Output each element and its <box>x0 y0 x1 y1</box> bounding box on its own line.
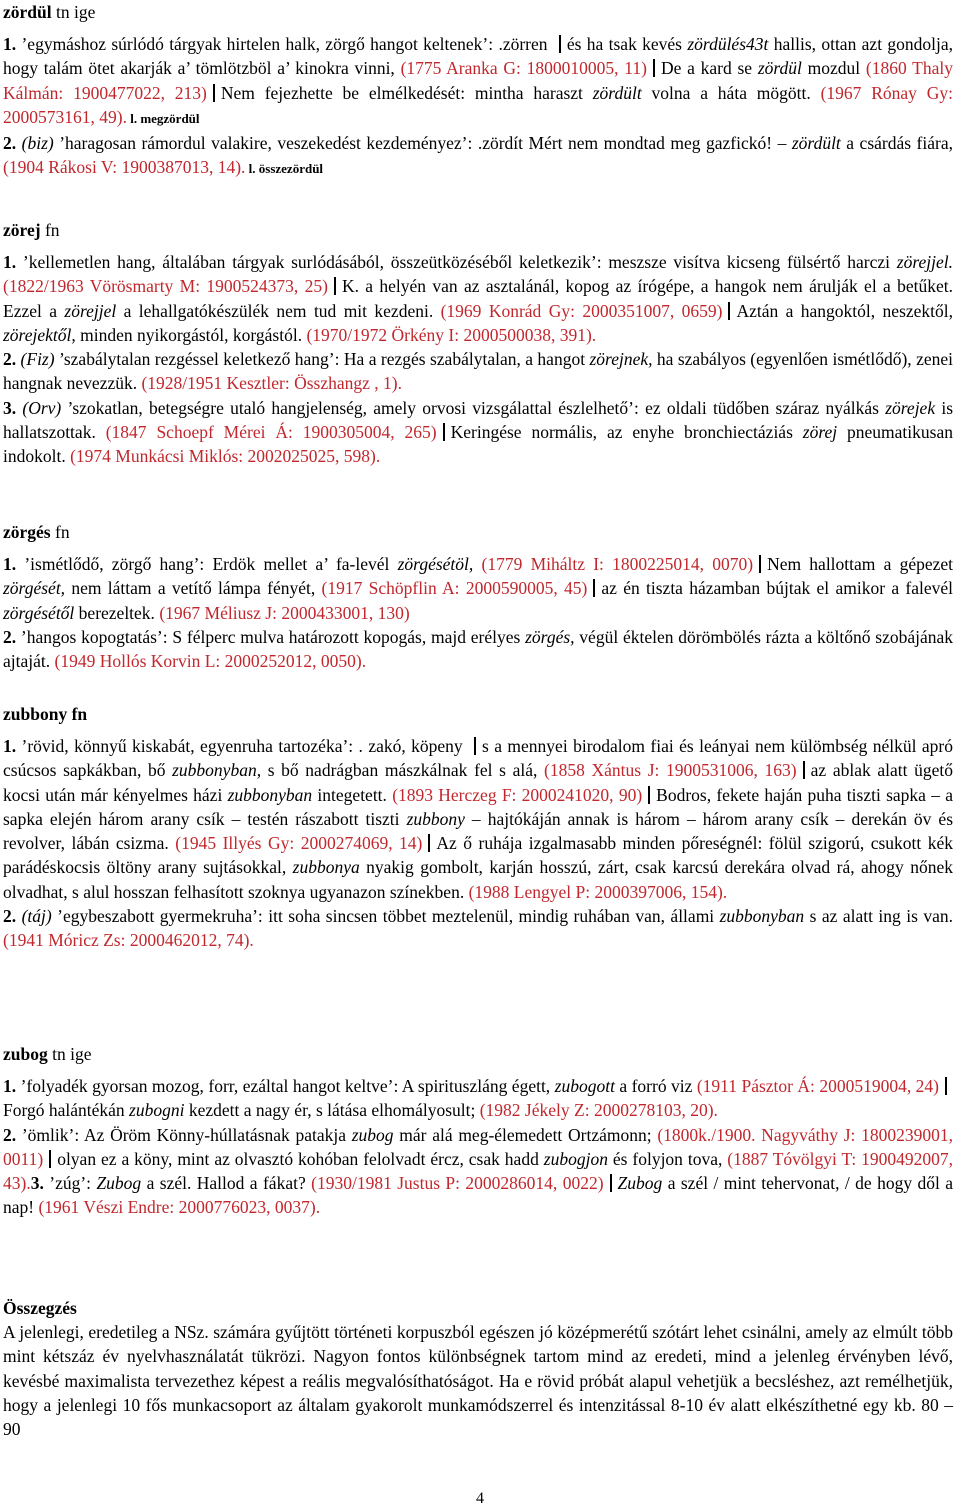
sense-number: 1. <box>3 554 25 574</box>
sense-number: 1. <box>3 736 22 756</box>
definition-text: Keringése normális, az enyhe bronchiectáziás <box>450 422 803 443</box>
citation: (1988 Lengyel P: 2000397006, 154). <box>468 881 728 902</box>
separator-bar <box>728 302 730 320</box>
definition-text: ’kellemetlen hang, általában tárgyak surlódásából, összeütközéséből keletkezik’: meszsze visítva kicseng fülsértő harczi <box>22 252 897 272</box>
example-word: (táj) <box>21 906 52 927</box>
separator-bar <box>334 277 336 295</box>
citation: (1970/1972 Örkény I: 2000500038, 391). <box>306 324 597 345</box>
entry-headword <box>3 520 953 544</box>
citation: (1904 Rákosi V: 1900387013, 14). <box>3 157 246 178</box>
sense-number: 2. <box>3 906 22 927</box>
example-word: zubog <box>351 1124 394 1145</box>
example-word: zubbony <box>406 808 465 829</box>
separator-bar <box>428 834 430 852</box>
definition-text: ’zúg’: <box>49 1173 97 1194</box>
definition-text: nem láttam a vetítő lámpa fényét, <box>65 578 322 599</box>
sense-number: 2. <box>3 626 21 647</box>
citation: (1822/1963 Vörösmarty M: 1900524373, 25) <box>3 276 328 297</box>
definition-text: az ablak alatt ügető kocsi után már kényelmes házi <box>3 760 953 805</box>
separator-bar <box>559 35 561 53</box>
definition-text: – hajtókáján annak is három – három arany csík – derekán öv és revolver, lábán csizma. <box>3 808 954 854</box>
separator-bar <box>593 579 595 597</box>
definition-text: olyan ez a köny, mint az olvasztó kohóban felolvadt ércz, csak hadd <box>57 1148 544 1169</box>
definition-text: Az ő ruhája izgalmasabb minden pőreségnél: fölül szigorú, csukott kék parádéskocsis öltöny arany sujtásokkal, <box>3 833 953 878</box>
example-word: (Orv) <box>22 397 62 418</box>
part-of-speech: fn <box>50 522 70 542</box>
separator-bar <box>610 1174 612 1192</box>
example-word: (Fiz) <box>20 349 55 370</box>
citation: (1945 Illyés Gy: 2000274069, 14) <box>175 833 423 854</box>
separator-bar <box>49 1150 51 1168</box>
definition-text: ’hangos kopogtatás’: S félperc mulva határozott kopogás, majd erélyes <box>20 626 526 647</box>
sense-paragraph <box>3 32 953 131</box>
cross-reference: l. összezördül <box>245 161 324 177</box>
citation: (1847 Schoepf Mérei Á: 1900305004, 265) <box>105 422 437 443</box>
example-word: zörejjel <box>64 300 117 321</box>
definition-text <box>473 554 481 574</box>
definition-text: ’rövid, könnyű kiskabát, egyenruha tartozéka’: . zakó, köpeny <box>21 736 469 756</box>
entry-headword <box>3 0 953 24</box>
definition-text: Forgó halántékán <box>3 1100 130 1121</box>
separator-bar <box>443 423 445 441</box>
sense-paragraph <box>3 1074 953 1123</box>
entry-headword <box>3 218 953 242</box>
definition-text: Bodros, fekete haján puha tiszti sapka – a sapka elején három arany csík – testén rászabott tiszti <box>3 784 953 829</box>
headword-text: zubog <box>3 1044 48 1064</box>
headword-text: zörej <box>3 220 41 240</box>
definition-text: De a kard se <box>660 58 758 79</box>
sense-number: 2. <box>3 349 21 370</box>
definition-text: integetett. <box>312 784 393 805</box>
definition-text: ’szokatlan, betegségre utaló hangjelenség, amely orvosi vizsgálattal észlelhető’: ez oldali tüdőben száraz nyálkás <box>61 397 886 418</box>
entry-headword <box>3 1042 953 1066</box>
example-word: zörejektől, <box>3 324 76 345</box>
definition-text: berezeltek. <box>74 602 160 623</box>
definition-text: Nem hallottam a gépezet <box>767 554 954 574</box>
definition-text: a szél. Hallod a fákat? <box>141 1173 312 1194</box>
citation: (1858 Xántus J: 1900531006, 163) <box>544 760 797 781</box>
citation: (1949 Hollós Korvin L: 2000252012, 0050). <box>54 651 367 672</box>
separator-bar <box>213 84 215 102</box>
headword-text: zubbony fn <box>3 704 88 724</box>
example-word: zörejjel. <box>896 252 953 272</box>
definition-text: Nem fejezhette be elmélkedését: mintha haraszt <box>220 82 593 103</box>
example-word: zubbonyban <box>719 906 805 927</box>
citation: (1911 Pásztor Á: 2000519004, 24) <box>696 1076 940 1096</box>
separator-bar <box>759 555 761 573</box>
definition-text: ’szabálytalan rezgéssel keletkező hang’: Ha a rezgés szabálytalan, a hangot <box>54 349 590 370</box>
example-word: zörejek <box>885 397 936 418</box>
example-word: zördült <box>592 82 642 103</box>
example-word: zubbonyban, <box>172 760 262 781</box>
definition-text: ’folyadék gyorsan mozog, forr, ezáltal hangot keltve’: A spirituszláng égett, <box>20 1076 555 1096</box>
example-word: zördülés43t <box>687 34 769 54</box>
citation: (1941 Móricz Zs: 2000462012, 74). <box>3 930 254 951</box>
citation: (1967 Méliusz J: 2000433001, 130) <box>159 602 410 623</box>
definition-text: minden nyikorgástól, korgástól. <box>75 324 307 345</box>
sense-number: 1. <box>3 34 22 54</box>
sense-paragraph <box>3 904 953 953</box>
citation: (1887 Tóvölgyi T: 1900492007, 43). <box>3 1148 953 1194</box>
headword-text: zörgés <box>3 522 51 542</box>
citation: (1928/1951 Kesztler: Összhangz , 1). <box>141 373 402 394</box>
definition-text: ’egybeszabott gyermekruha’: itt soha sincsen többet meztelenül, mindig ruhában van, állami <box>51 906 720 927</box>
citation: (1967 Rónay Gy: 2000573161, 49). <box>3 82 953 127</box>
sense-number: 1. <box>3 252 23 272</box>
citation: (1860 Thaly Kálmán: 1900477022, 213) <box>3 58 953 103</box>
part-of-speech: tn ige <box>51 2 96 22</box>
definition-text: K. a helyén van az asztalánál, kopog az írógépe, a hangok nem árulják el a betűket. Ezzel a <box>3 276 954 321</box>
sense-paragraph <box>3 131 953 182</box>
citation: (1775 Aranka G: 1800010005, 11) <box>400 58 647 79</box>
sense-number: 3. <box>3 397 23 418</box>
separator-bar <box>945 1077 947 1095</box>
citation: (1893 Herczeg F: 2000241020, 90) <box>392 784 643 805</box>
dictionary-entry <box>3 218 953 469</box>
example-word: zubbonyban <box>227 784 313 805</box>
sense-number: 2. <box>3 133 22 154</box>
separator-bar <box>803 761 805 779</box>
definition-text: ha szabályos (egyenlően ismétlődő), zenei hangnak nevezzük. <box>3 349 954 394</box>
definition-text: végül éktelen dörömbölés rázta a költőnő szobájának ajtaját. <box>3 626 953 672</box>
definition-text: kezdett a nagy ér, s látása elhomályosult; <box>184 1100 480 1121</box>
example-word: zörgését, <box>3 578 66 599</box>
definition-text: és folyjon tova, <box>607 1148 728 1169</box>
example-word: (biz) <box>21 133 54 154</box>
part-of-speech: tn ige <box>47 1044 92 1064</box>
sense-paragraph <box>3 250 953 347</box>
definition-text: pneumatikusan indokolt. <box>3 422 953 467</box>
citation: (1917 Schöpflin A: 2000590005, 45) <box>321 578 588 599</box>
sense-paragraph <box>3 625 953 674</box>
entry-headword <box>3 702 953 726</box>
definition-text: s bő nadrágban mászkálnak fel s alá, <box>261 760 545 781</box>
definition-text: is hallatszottak. <box>3 397 954 443</box>
example-word: zörejnek, <box>589 349 653 370</box>
example-word: Zubog <box>96 1173 142 1194</box>
summary-text: A jelenlegi, eredetileg a NSz. számára gyűjtött történeti korpuszból egészen jó középmerétű szótárt lehet csinálni, amely az elmúlt több mint kétszáz év nyelvhasználatát tükrözi. Nagyon fontos különbségnek tartom mind az eredeti, mind a jelenleg érvényben lévő, kevésbé maximalista tervezethez képest a reális megvalósíthatóságot. Ha e rövid próbát alapul vehetjük a becsléshez, azt remélhetjük, hogy a jelenlegi 10 fős munkacsoport az általam gyakorolt munkamódszerrel és intenzitással 8-10 év alatt elkészíthetné egy kb. 80 – 90 <box>3 1322 953 1440</box>
definition-text: a csárdás fiára, <box>840 133 953 154</box>
definition-text: a lehallgatókészülék nem tud mit kezdeni. <box>116 300 441 321</box>
definition-text: a szél / mint tehervonat, / de hogy dől a nap! <box>3 1173 954 1218</box>
definition-text: s az alatt ing is van. <box>804 906 953 927</box>
example-word: zubogott <box>554 1076 615 1096</box>
definition-text: az én tiszta házamban bújtak el amikor a falevél <box>601 578 953 599</box>
definition-text: már alá meg-élemedett Ortzámonn; <box>393 1124 658 1145</box>
sense-paragraph <box>3 396 953 469</box>
sense-paragraph <box>3 734 953 904</box>
cross-reference: l. megzördül <box>126 110 200 126</box>
dictionary-entry <box>3 1042 953 1220</box>
example-word: zörej <box>802 422 838 443</box>
definition-text: ’egymáshoz súrlódó tárgyak hirtelen halk, zörgő hangot keltenek’: .zörren <box>21 34 553 54</box>
citation: (1969 Konrád Gy: 2000351007, 0659) <box>440 300 723 321</box>
summary-heading: Összegzés <box>3 1298 77 1318</box>
definition-text: volna a háta mögött. <box>641 82 821 103</box>
part-of-speech: fn <box>40 220 60 240</box>
definition-text: ’haragosan rámordul valakire, veszekedést kezdeményez’: .zördít Mért nem mondtad meg gazfickó! – <box>53 133 792 154</box>
definition-text: mozdul <box>801 58 866 79</box>
separator-bar <box>653 59 655 77</box>
definition-text: a forró viz <box>614 1076 697 1096</box>
sense-number: 2. <box>3 1124 22 1145</box>
page-number: 4 <box>476 1490 484 1507</box>
citation: (1982 Jékely Z: 2000278103, 20). <box>479 1100 718 1121</box>
citation: (1961 Vészi Endre: 2000776023, 0037). <box>38 1197 321 1218</box>
example-word: zörgésétöl, <box>397 554 474 574</box>
sense-paragraph <box>3 347 953 396</box>
example-word: zörgésétől <box>3 602 75 623</box>
dictionary-entry <box>3 702 953 953</box>
sense-number: 1. <box>3 1076 21 1096</box>
example-word: zubbonya <box>292 857 360 878</box>
sense-number: 3. <box>30 1173 50 1194</box>
sense-paragraph <box>3 1123 953 1220</box>
headword-text: zördül <box>3 2 52 22</box>
summary-section <box>3 1296 953 1441</box>
sense-paragraph <box>3 552 953 625</box>
example-word: zubogjon <box>543 1148 608 1169</box>
dictionary-entry <box>3 0 953 182</box>
citation: (1779 Miháltz I: 1800225014, 0070) <box>481 554 754 574</box>
definition-text: és ha tsak kevés <box>566 34 688 54</box>
example-word: zördült <box>791 133 841 154</box>
separator-bar <box>648 786 650 804</box>
example-word: zörgés, <box>525 626 575 647</box>
definition-text: ’ismétlődő, zörgő hang’: Erdök mellet a’ fa-levél <box>24 554 398 574</box>
citation: (1974 Munkácsi Miklós: 2002025025, 598). <box>70 446 381 467</box>
citation: (1930/1981 Justus P: 2000286014, 0022) <box>311 1173 604 1194</box>
definition-text: hallis, ottan azt gondolja, hogy talám ötet akarják a’ tömlötzböl a’ kinokra vinni, <box>3 34 954 79</box>
example-word: zubogni <box>129 1100 185 1121</box>
citation: (1800k./1900. Nagyváthy J: 1800239001, 0011) <box>3 1124 954 1169</box>
definition-text: s a mennyei birodalom fiai és leányai nem külömbség nélkül apró csúcsos sapkákban, bő <box>3 736 953 781</box>
definition-text: Aztán a hangoktól, neszektől, <box>736 300 954 321</box>
separator-bar <box>474 737 476 755</box>
dictionary-entry <box>3 520 953 673</box>
definition-text: nyakig gombolt, karján hosszú, zárt, csak karcsú derekára olvad rá, ahogy nőnek olvadhat, s alul hosszan felhasított szoknya ugyanazon színekben. <box>3 857 953 902</box>
definition-text: ’ömlik’: Az Öröm Könny-húllatásnak patakja <box>21 1124 352 1145</box>
example-word: Zubog <box>617 1173 663 1194</box>
example-word: zördül <box>757 58 802 79</box>
